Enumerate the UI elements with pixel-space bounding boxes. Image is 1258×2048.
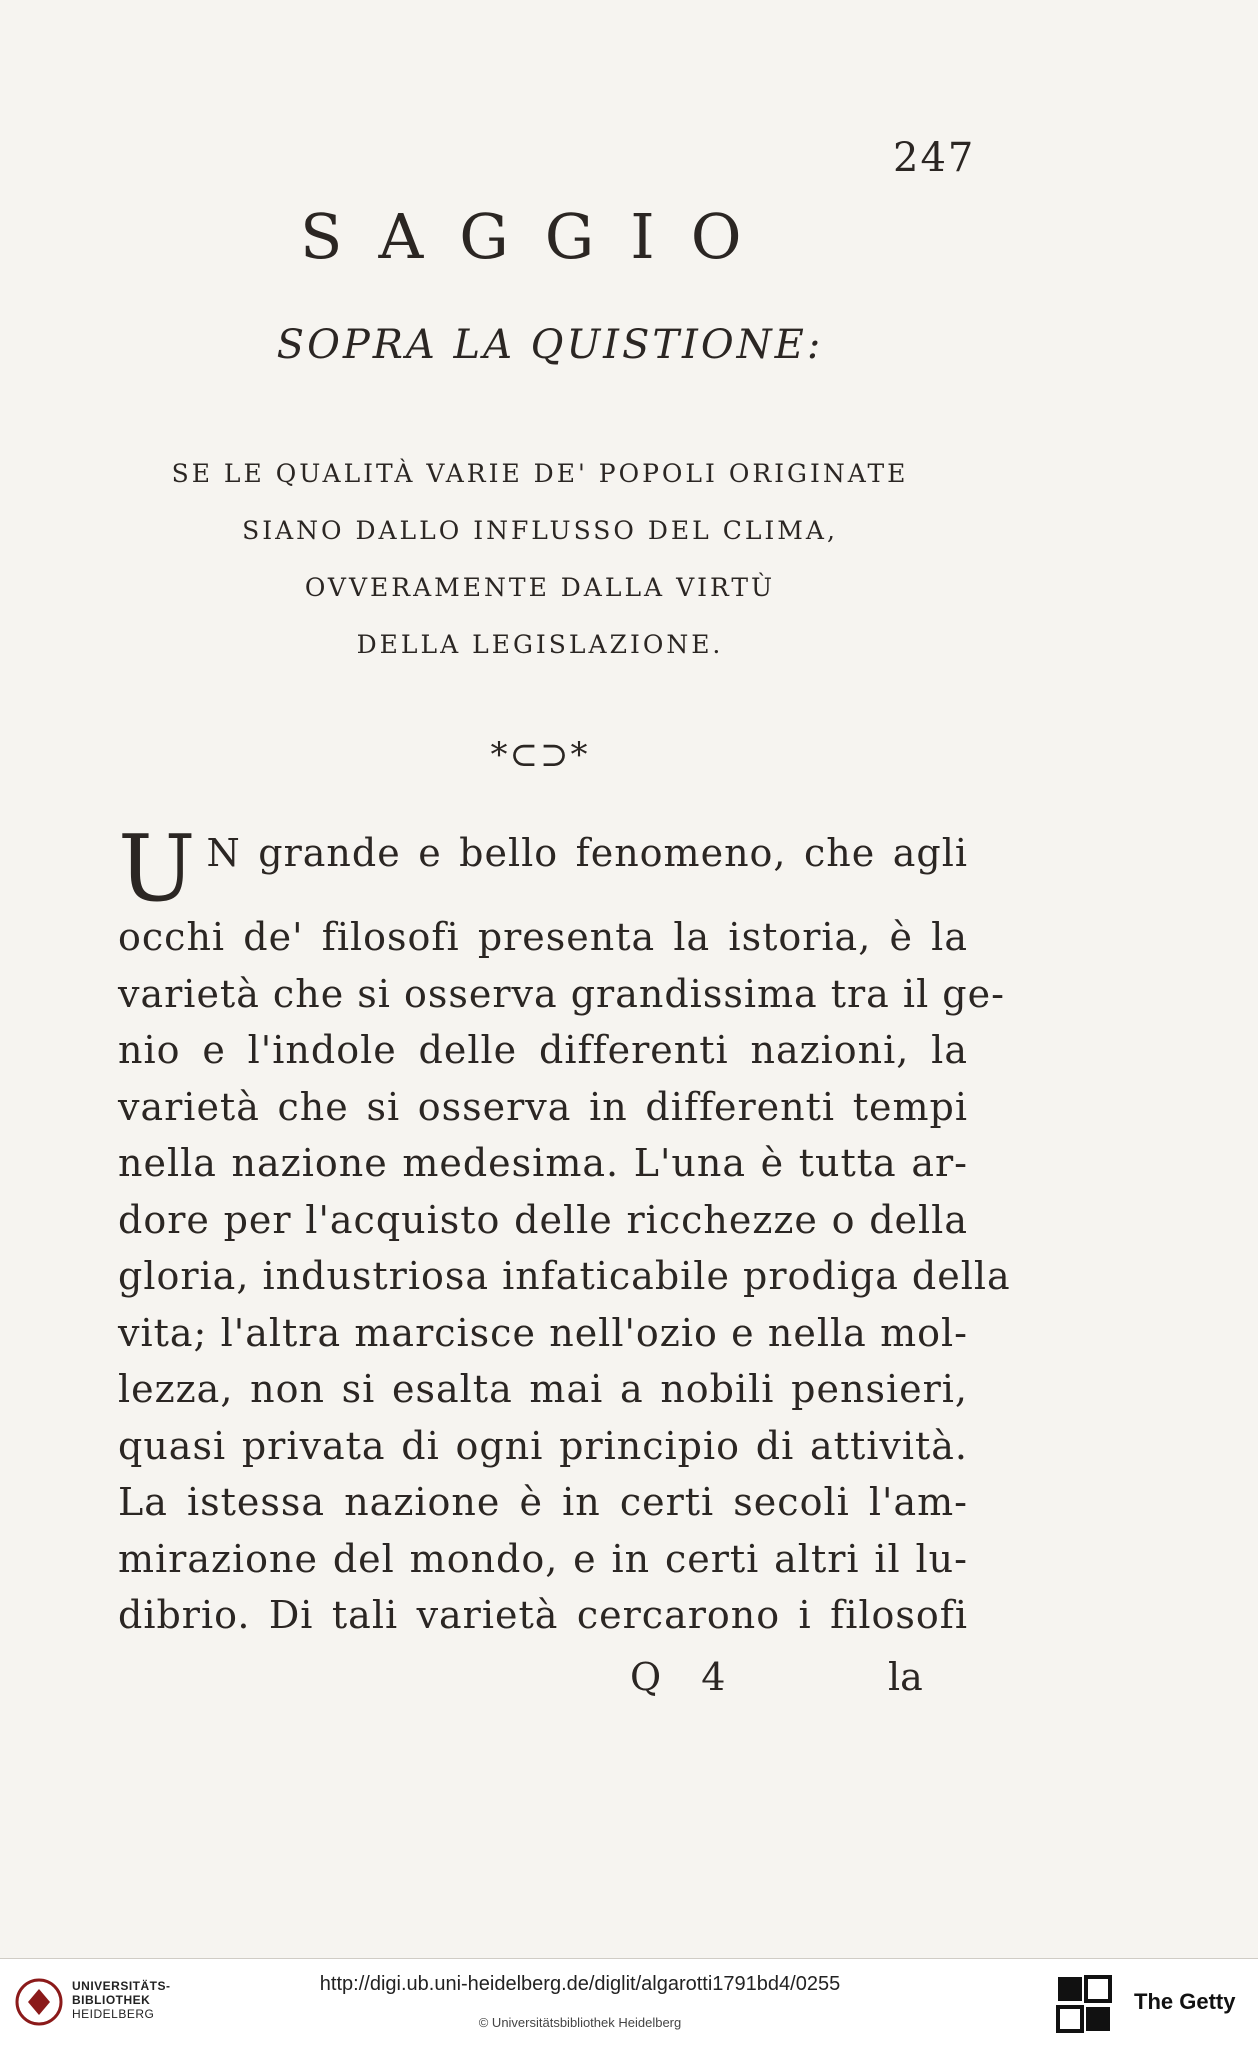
text-line: N grande e bello fenomeno, che agli [206,831,968,875]
question-line: SIANO DALLO INFLUSSO DEL CLIMA, [242,516,838,545]
text-line: vita; l'altra marcisce nell'ozio e nella mol- [118,1310,968,1355]
question-line: SE LE QUALITÀ VARIE DE' POPOLI ORIGINATE [171,459,909,488]
copyright-notice: © Universitätsbibliothek Heidelberg [478,2015,682,2030]
partner-name: The Getty [1134,1989,1236,2014]
text-line: occhi de' filosofi presenta la istoria, è la [118,915,968,959]
library-name-line: BIBLIOTHEK [72,1993,151,2007]
library-name-line: HEIDELBERG [72,2007,155,2021]
getty-logo-icon [1056,1975,1112,2035]
text-line: mirazione del mondo, e in certi altri il lu- [118,1536,968,1581]
page-title: SAGGIO [300,200,778,273]
ornament-divider: *⊂⊃* [490,735,590,775]
page-number: 247 [893,135,976,181]
text-line: La istessa nazione è in certi secoli l'am- [118,1480,968,1524]
question-line: DELLA LEGISLAZIONE. [356,630,724,659]
text-line: nella nazione medesima. L'una è tutta ar- [118,1141,968,1185]
text-line: lezza, non si esalta mai a nobili pensieri, [118,1367,968,1411]
permalink-url[interactable]: http://digi.ub.uni-heidelberg.de/diglit/algarotti1791bd4/0255 [319,1973,841,1995]
text-line: gloria, industriosa infaticabile prodiga della [118,1254,1011,1298]
text-line: dore per l'acquisto delle ricchezze o della [118,1197,968,1242]
footer-bar [0,1958,1258,2048]
text-line: quasi privata di ogni principio di attività. [118,1423,968,1468]
signature-mark: Q 4 [630,1655,740,1699]
body-text [118,815,1011,1644]
question-heading [120,445,960,673]
subtitle: SOPRA LA QUISTIONE: [276,322,824,368]
text-line: varietà che si osserva grandissima tra il ge- [118,971,1005,1016]
question-line: OVVERAMENTE DALLA VIRTÙ [304,573,776,602]
library-name [72,1979,171,2021]
text-line: dibrio. Di tali varietà cercarono i filosofi [118,1593,968,1637]
drop-cap: U [118,815,197,922]
university-seal-icon [14,1977,64,2027]
text-line: varietà che si osserva in differenti tempi [118,1084,968,1129]
library-name-line: UNIVERSITÄTS- [72,1979,171,1993]
catchword: la [888,1655,923,1699]
text-line: nio e l'indole delle differenti nazioni, la [118,1028,968,1072]
